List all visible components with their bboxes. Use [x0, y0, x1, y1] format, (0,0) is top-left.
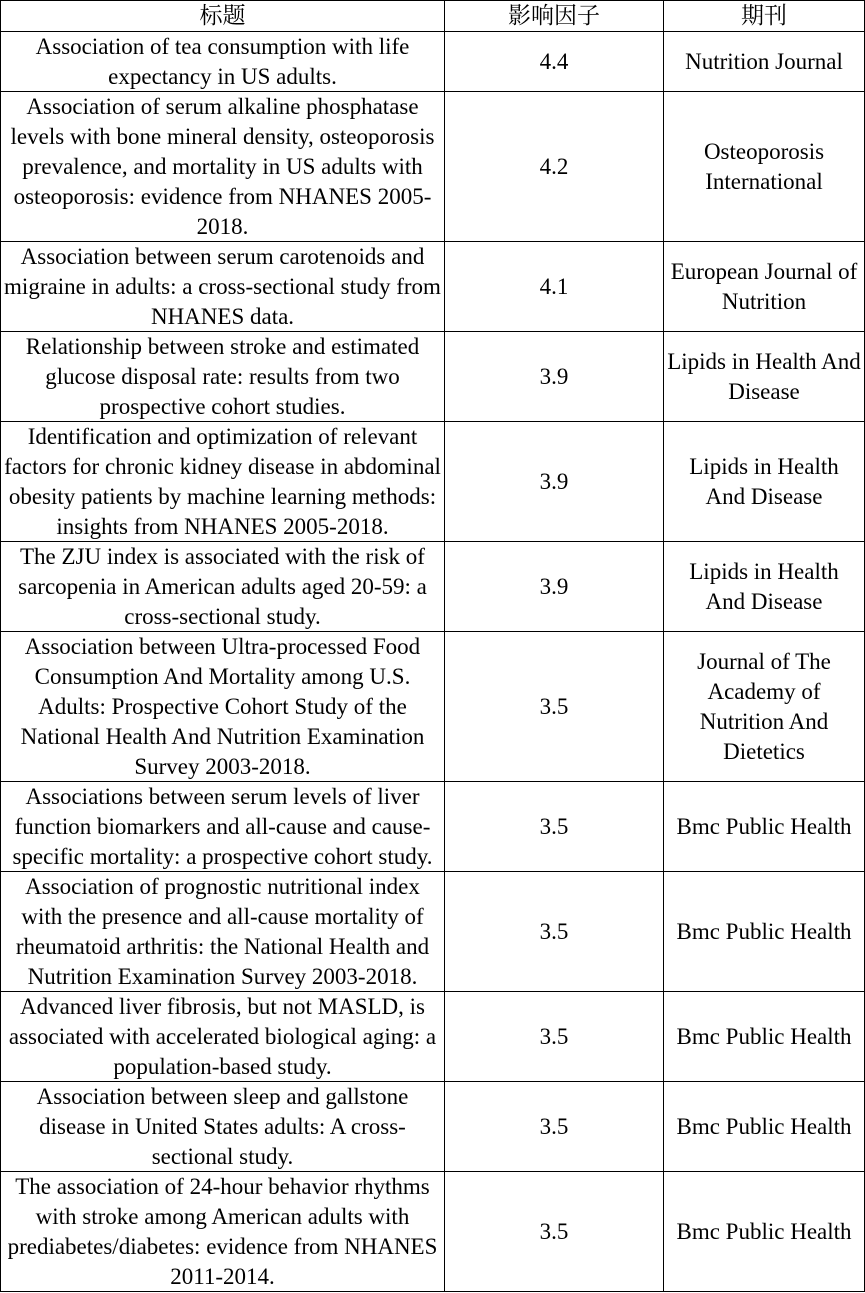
journal-name: Nutrition Journal [685, 48, 843, 74]
journal-cell [664, 992, 865, 1082]
paper-title: The association of 24-hour behavior rhythms with stroke among American adults with prediabetes/diabetes: evidence from NHANES 2011-2014. [7, 1173, 438, 1289]
impact-factor: 4.4 [539, 48, 569, 74]
title-cell [1, 422, 445, 542]
journal-cell [664, 632, 865, 782]
journal-cell [664, 422, 865, 542]
title-cell [1, 1082, 445, 1172]
journal-name: Osteoporosis International [703, 138, 825, 194]
impact-factor: 3.9 [539, 363, 569, 389]
table-row [1, 542, 865, 632]
impact-factor: 3.5 [539, 813, 569, 839]
title-cell [1, 872, 445, 992]
paper-title: The ZJU index is associated with the risk of sarcopenia in American adults aged 20-59: a cross-sectional study. [18, 543, 427, 629]
impact-factor-cell [445, 872, 664, 992]
impact-factor-cell [445, 1172, 664, 1292]
title-cell [1, 332, 445, 422]
impact-factor: 3.5 [539, 1218, 569, 1244]
impact-factor-cell [445, 242, 664, 332]
paper-title: Association of prognostic nutritional index with the presence and all-cause mortality of rheumatoid arthritis: the National Health and Nutrition Examination Survey 2003-2018. [15, 873, 430, 989]
impact-factor-cell [445, 632, 664, 782]
journal-cell [664, 32, 865, 92]
impact-factor: 3.5 [539, 693, 569, 719]
impact-factor-cell [445, 542, 664, 632]
journal-cell [664, 242, 865, 332]
table-row [1, 422, 865, 542]
journal-cell [664, 872, 865, 992]
journal-name: European Journal of Nutrition [670, 258, 858, 314]
impact-factor-cell [445, 422, 664, 542]
impact-factor-cell [445, 332, 664, 422]
table-row [1, 872, 865, 992]
title-cell [1, 542, 445, 632]
paper-title: Association of serum alkaline phosphatase levels with bone mineral density, osteoporosis prevalence, and mortality in US adults with osteoporosis: evidence from NHANES 2005- 2018. [10, 93, 435, 239]
table-row [1, 32, 865, 92]
impact-factor-cell [445, 32, 664, 92]
impact-factor-cell [445, 1082, 664, 1172]
table-row [1, 1082, 865, 1172]
journal-name: Bmc Public Health [676, 1113, 852, 1139]
table-row [1, 782, 865, 872]
table-row [1, 92, 865, 242]
impact-factor-cell [445, 992, 664, 1082]
journal-cell [664, 782, 865, 872]
paper-title: Association between serum carotenoids and migraine in adults: a cross-sectional study from NHANES data. [4, 243, 441, 329]
journal-cell [664, 92, 865, 242]
paper-title: Identification and optimization of relevant factors for chronic kidney disease in abdominal obesity patients by machine learning methods: insights from NHANES 2005-2018. [4, 423, 441, 539]
title-cell [1, 242, 445, 332]
header-title-cell [1, 1, 445, 32]
table-row [1, 1172, 865, 1292]
paper-title: Advanced liver fibrosis, but not MASLD, is associated with accelerated biological aging: a population-based study. [8, 993, 437, 1079]
paper-title: Association of tea consumption with life expectancy in US adults. [35, 33, 410, 89]
title-cell [1, 32, 445, 92]
header-impact-factor: 影响因子 [508, 3, 600, 28]
impact-factor-cell [445, 782, 664, 872]
journal-name: Lipids in Health And Disease [689, 558, 839, 614]
impact-factor: 3.9 [539, 573, 569, 599]
journal-name: Bmc Public Health [676, 1023, 852, 1049]
impact-factor: 3.5 [539, 1113, 569, 1139]
header-journal-cell [664, 1, 865, 32]
journal-cell [664, 1082, 865, 1172]
impact-factor: 3.5 [539, 1023, 569, 1049]
paper-title: Associations between serum levels of liver function biomarkers and all-cause and cause- specific mortality: a prospective cohort study. [12, 783, 433, 869]
table-header-row [1, 1, 865, 32]
header-title: 标题 [199, 3, 246, 28]
impact-factor: 3.9 [539, 468, 569, 494]
journal-name: Lipids in Health And Disease [667, 348, 861, 404]
table-row [1, 992, 865, 1082]
journal-name: Bmc Public Health [676, 813, 852, 839]
header-impact-factor-cell [445, 1, 664, 32]
journal-name: Bmc Public Health [676, 1218, 852, 1244]
journal-name: Journal of The Academy of Nutrition And Dietetics [697, 648, 831, 764]
paper-title: Association between Ultra-processed Food Consumption And Mortality among U.S. Adults: Prospective Cohort Study of the National Health And Nutrition Examination Survey 2003-2018. [20, 633, 425, 779]
impact-factor: 4.1 [539, 273, 569, 299]
journal-cell [664, 542, 865, 632]
title-cell [1, 632, 445, 782]
paper-title: Association between sleep and gallstone disease in United States adults: A cross- sectional study. [36, 1083, 409, 1169]
impact-factor-cell [445, 92, 664, 242]
impact-factor: 3.5 [539, 918, 569, 944]
table-row [1, 242, 865, 332]
title-cell [1, 992, 445, 1082]
title-cell [1, 1172, 445, 1292]
impact-factor: 4.2 [539, 153, 569, 179]
table-row [1, 632, 865, 782]
journal-cell [664, 1172, 865, 1292]
title-cell [1, 92, 445, 242]
journal-name: Lipids in Health And Disease [689, 453, 839, 509]
table-row [1, 332, 865, 422]
paper-title: Relationship between stroke and estimated glucose disposal rate: results from two prospective cohort studies. [25, 333, 420, 419]
title-cell [1, 782, 445, 872]
journal-cell [664, 332, 865, 422]
journal-name: Bmc Public Health [676, 918, 852, 944]
header-journal: 期刊 [741, 3, 787, 28]
